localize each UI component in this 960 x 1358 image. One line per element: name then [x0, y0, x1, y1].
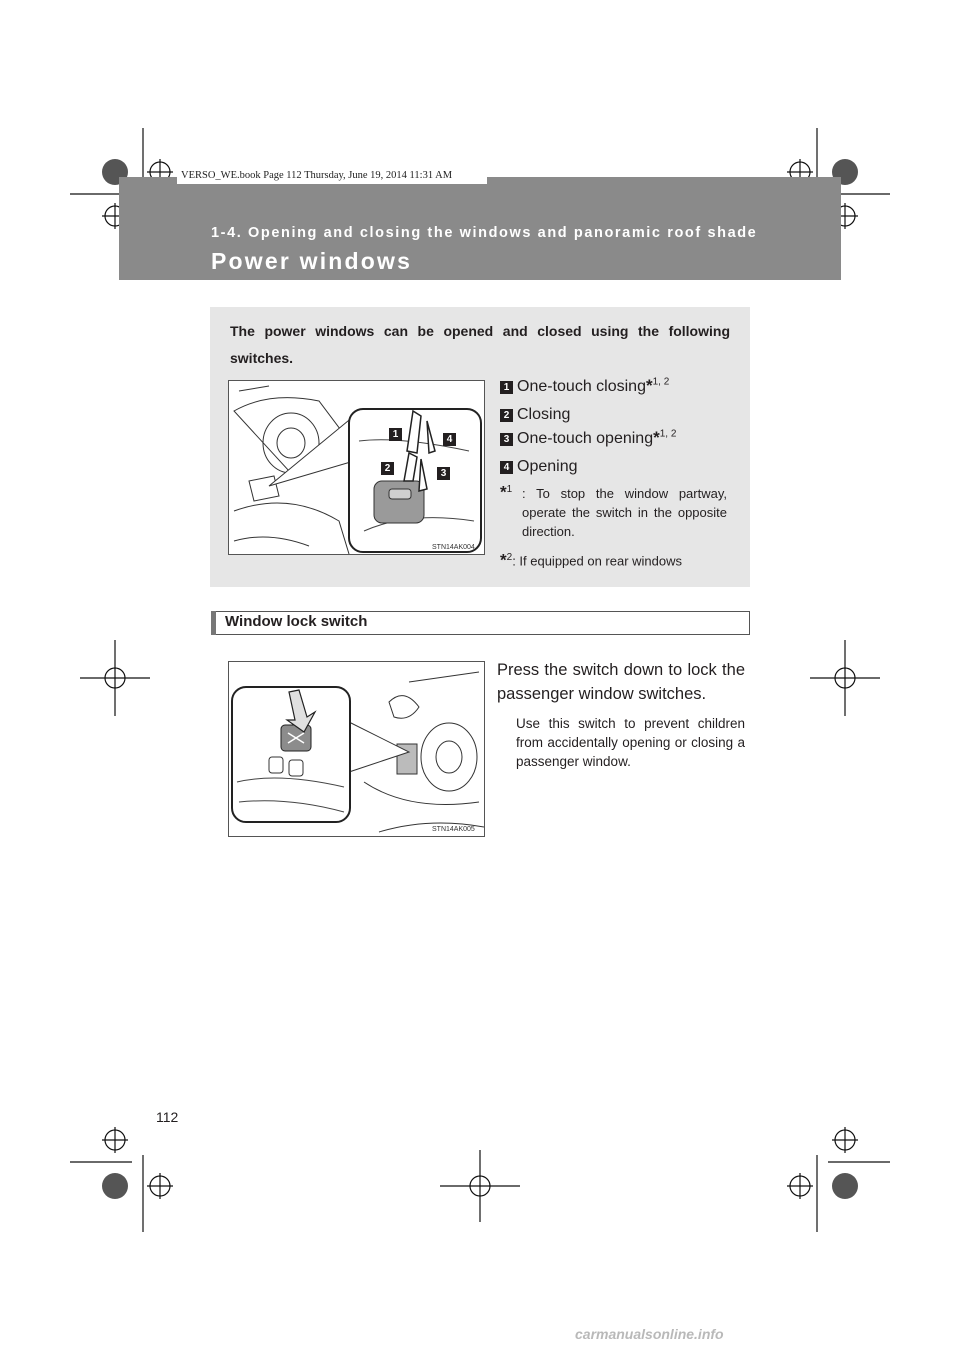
footnote-text: : To stop the window partway, operate the switch in the opposite direction. — [522, 486, 727, 539]
legend-item-opening — [500, 456, 578, 476]
legend-label: Closing — [517, 406, 571, 423]
footnote-ref: 1, 2 — [652, 376, 670, 388]
figure-code: STN14AK004 — [432, 544, 475, 551]
legend-label: Opening — [517, 458, 578, 475]
callout-2: 2 — [381, 462, 394, 475]
legend-item-one-touch-opening — [500, 428, 676, 448]
footnote-mark: * — [500, 482, 507, 502]
intro-text: The power windows can be opened and closed using the following switches. — [230, 323, 730, 366]
legend-number: 4 — [500, 461, 513, 474]
legend-number: 1 — [500, 381, 513, 394]
power-window-switch-figure — [228, 380, 485, 555]
page-title: Power windows — [211, 248, 413, 274]
callout-1: 1 — [389, 428, 402, 441]
section-heading: Window lock switch — [225, 613, 368, 630]
legend-item-closing — [500, 404, 570, 424]
footnote-mark: * — [645, 376, 653, 395]
footnote-mark: * — [653, 428, 660, 447]
section-title: 1-4. Opening and closing the windows and panoramic roof shade — [211, 225, 758, 241]
footnote-2 — [500, 548, 682, 570]
footnote-ref: 1, 2 — [659, 428, 677, 440]
window-lock-note: Use this switch to prevent children from accidentally opening or closing a passenger window. — [516, 716, 745, 769]
book-info-line: VERSO_WE.book Page 112 Thursday, June 19, 2014 11:31 AM — [177, 167, 487, 184]
legend-item-one-touch-closing — [500, 376, 669, 396]
window-lock-switch-figure — [228, 661, 485, 837]
figure-code: STN14AK005 — [432, 826, 475, 833]
callout-3: 3 — [437, 467, 450, 480]
footnote-mark: * — [500, 550, 507, 570]
watermark: carmanualsonline.info — [575, 1326, 724, 1342]
footnote-text: : If equipped on rear windows — [512, 553, 683, 569]
window-lock-illustration — [229, 662, 484, 836]
footnote-number: 2 — [506, 552, 513, 563]
legend-label: One-touch closing — [517, 378, 646, 395]
footnote-number: 1 — [506, 484, 513, 495]
callout-4: 4 — [443, 433, 456, 446]
window-lock-description: Press the switch down to lock the passenger window switches. — [497, 661, 745, 703]
legend-number: 2 — [500, 409, 513, 422]
legend-number: 3 — [500, 433, 513, 446]
legend-label: One-touch opening — [517, 430, 654, 447]
page-number: 112 — [156, 1109, 179, 1125]
section-heading-bar — [211, 611, 216, 635]
footnote-1 — [500, 480, 727, 540]
